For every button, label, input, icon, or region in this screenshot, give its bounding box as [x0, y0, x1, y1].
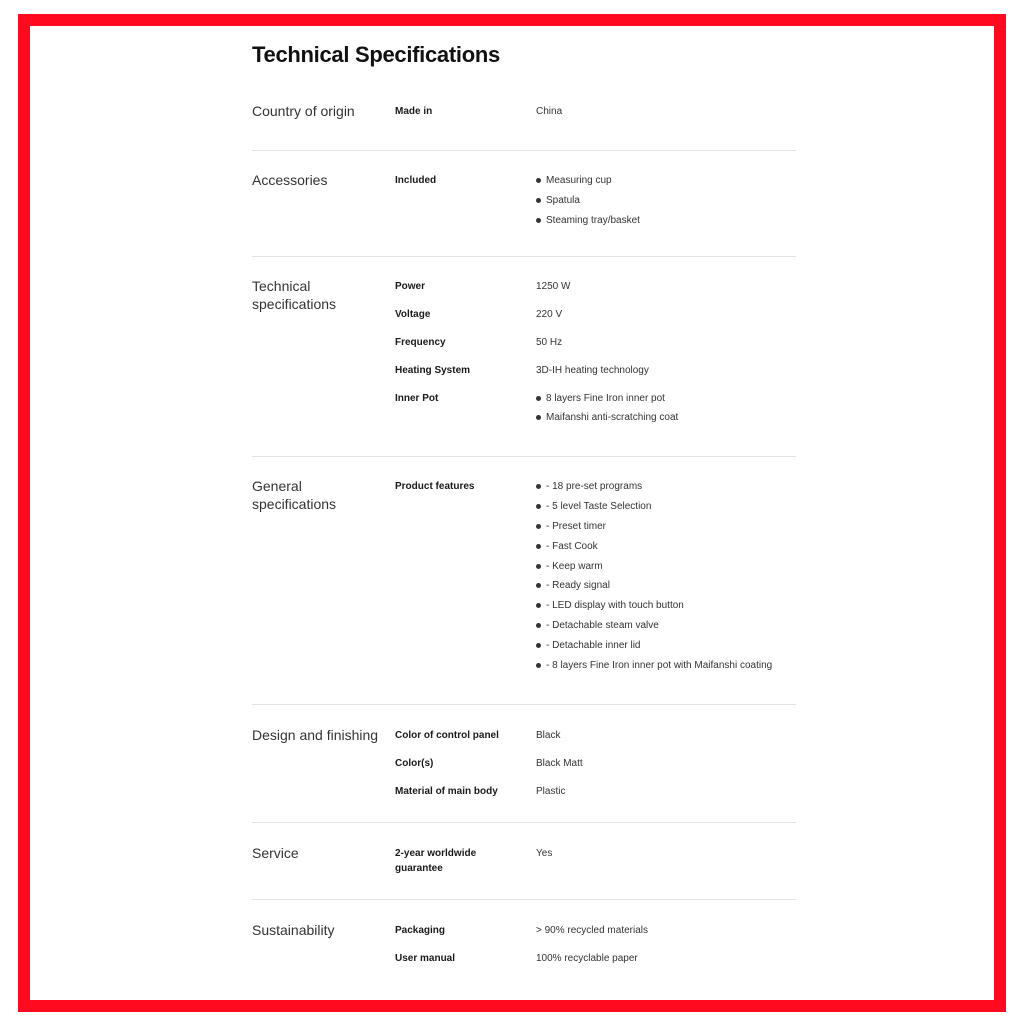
- spec-value-list: [536, 389, 796, 426]
- spec-value: 50 Hz: [536, 336, 563, 348]
- spec-row: [395, 389, 796, 426]
- bullet-item: - Keep warm: [536, 559, 796, 574]
- spec-rows: [395, 844, 796, 876]
- spec-value-list: [536, 171, 796, 228]
- bullet-item: 8 layers Fine Iron inner pot: [536, 391, 796, 406]
- spec-section: [252, 151, 796, 257]
- bullet-item: Steaming tray/basket: [536, 213, 796, 228]
- bullet-item: Measuring cup: [536, 173, 796, 188]
- spec-row: [395, 782, 796, 799]
- spec-label: Heating System: [395, 364, 471, 376]
- bullet-list: [536, 479, 796, 672]
- spec-label: Made in: [395, 106, 433, 117]
- spec-label: Frequency: [395, 336, 446, 348]
- spec-label: Packaging: [395, 924, 446, 936]
- bullet-list: [536, 173, 796, 228]
- section-title: Service: [252, 844, 299, 861]
- spec-row: [395, 754, 796, 771]
- spec-rows: [395, 921, 796, 966]
- bullet-item: - Fast Cook: [536, 539, 796, 554]
- spec-row: [395, 305, 796, 322]
- spec-label: Power: [395, 280, 426, 292]
- spec-value: 100% recyclable paper: [536, 952, 638, 964]
- spec-value: 220 V: [536, 308, 563, 320]
- section-title: Country of origin: [252, 103, 355, 119]
- section-title: Accessories: [252, 172, 328, 188]
- spec-row: [395, 921, 796, 938]
- spec-rows: [395, 477, 796, 672]
- bullet-item: - Ready signal: [536, 578, 796, 593]
- spec-section: [252, 705, 796, 823]
- spec-label: Material of main body: [395, 785, 498, 797]
- spec-section: [252, 823, 796, 900]
- spec-value: > 90% recycled materials: [536, 924, 648, 936]
- spec-label: Product features: [395, 481, 475, 493]
- spec-label: Voltage: [395, 308, 431, 320]
- spec-section: [252, 457, 796, 704]
- spec-row: [395, 333, 796, 350]
- spec-value-list: [536, 477, 796, 672]
- bullet-item: Spatula: [536, 193, 796, 208]
- bullet-item: - Preset timer: [536, 519, 796, 534]
- spec-section: [252, 900, 796, 966]
- spec-section: [252, 94, 796, 151]
- section-title: Technical specifications: [252, 277, 337, 312]
- page-title: Technical Specifications: [252, 42, 500, 67]
- bullet-item: - 8 layers Fine Iron inner pot with Maifanshi coating: [536, 658, 796, 673]
- spec-sections: [252, 94, 796, 966]
- spec-row: [395, 949, 796, 966]
- spec-value: Black Matt: [536, 757, 583, 769]
- spec-label: Included: [395, 175, 437, 186]
- spec-value: China: [536, 106, 563, 117]
- bullet-item: - 5 level Taste Selection: [536, 499, 796, 514]
- spec-value: Plastic: [536, 785, 566, 797]
- bullet-list: [536, 391, 796, 426]
- spec-value: 1250 W: [536, 280, 571, 292]
- spec-row: [395, 726, 796, 743]
- spec-rows: [395, 171, 796, 228]
- section-title: Sustainability: [252, 921, 335, 938]
- spec-label: User manual: [395, 952, 456, 964]
- spec-row: [395, 361, 796, 378]
- section-title: Design and finishing: [252, 726, 379, 743]
- spec-label: 2-year worldwide guarantee: [395, 847, 477, 874]
- spec-row: [395, 844, 796, 876]
- spec-value: Yes: [536, 847, 553, 859]
- spec-row: [395, 277, 796, 294]
- bullet-item: Maifanshi anti-scratching coat: [536, 410, 796, 425]
- bullet-item: - Detachable inner lid: [536, 638, 796, 653]
- spec-value: 3D-IH heating technology: [536, 364, 649, 376]
- spec-rows: [395, 277, 796, 426]
- bullet-item: - 18 pre-set programs: [536, 479, 796, 494]
- spec-label: Color of control panel: [395, 729, 499, 741]
- spec-label: Inner Pot: [395, 392, 439, 404]
- spec-row: [395, 171, 796, 228]
- spec-row: [395, 102, 796, 119]
- spec-rows: [395, 726, 796, 799]
- spec-value: Black: [536, 729, 561, 741]
- spec-rows: [395, 102, 796, 120]
- section-title: General specifications: [252, 478, 337, 513]
- bullet-item: - LED display with touch button: [536, 598, 796, 613]
- spec-label: Color(s): [395, 757, 434, 769]
- spec-sheet: [252, 40, 796, 966]
- spec-row: [395, 477, 796, 672]
- bullet-item: - Detachable steam valve: [536, 618, 796, 633]
- spec-section: [252, 257, 796, 458]
